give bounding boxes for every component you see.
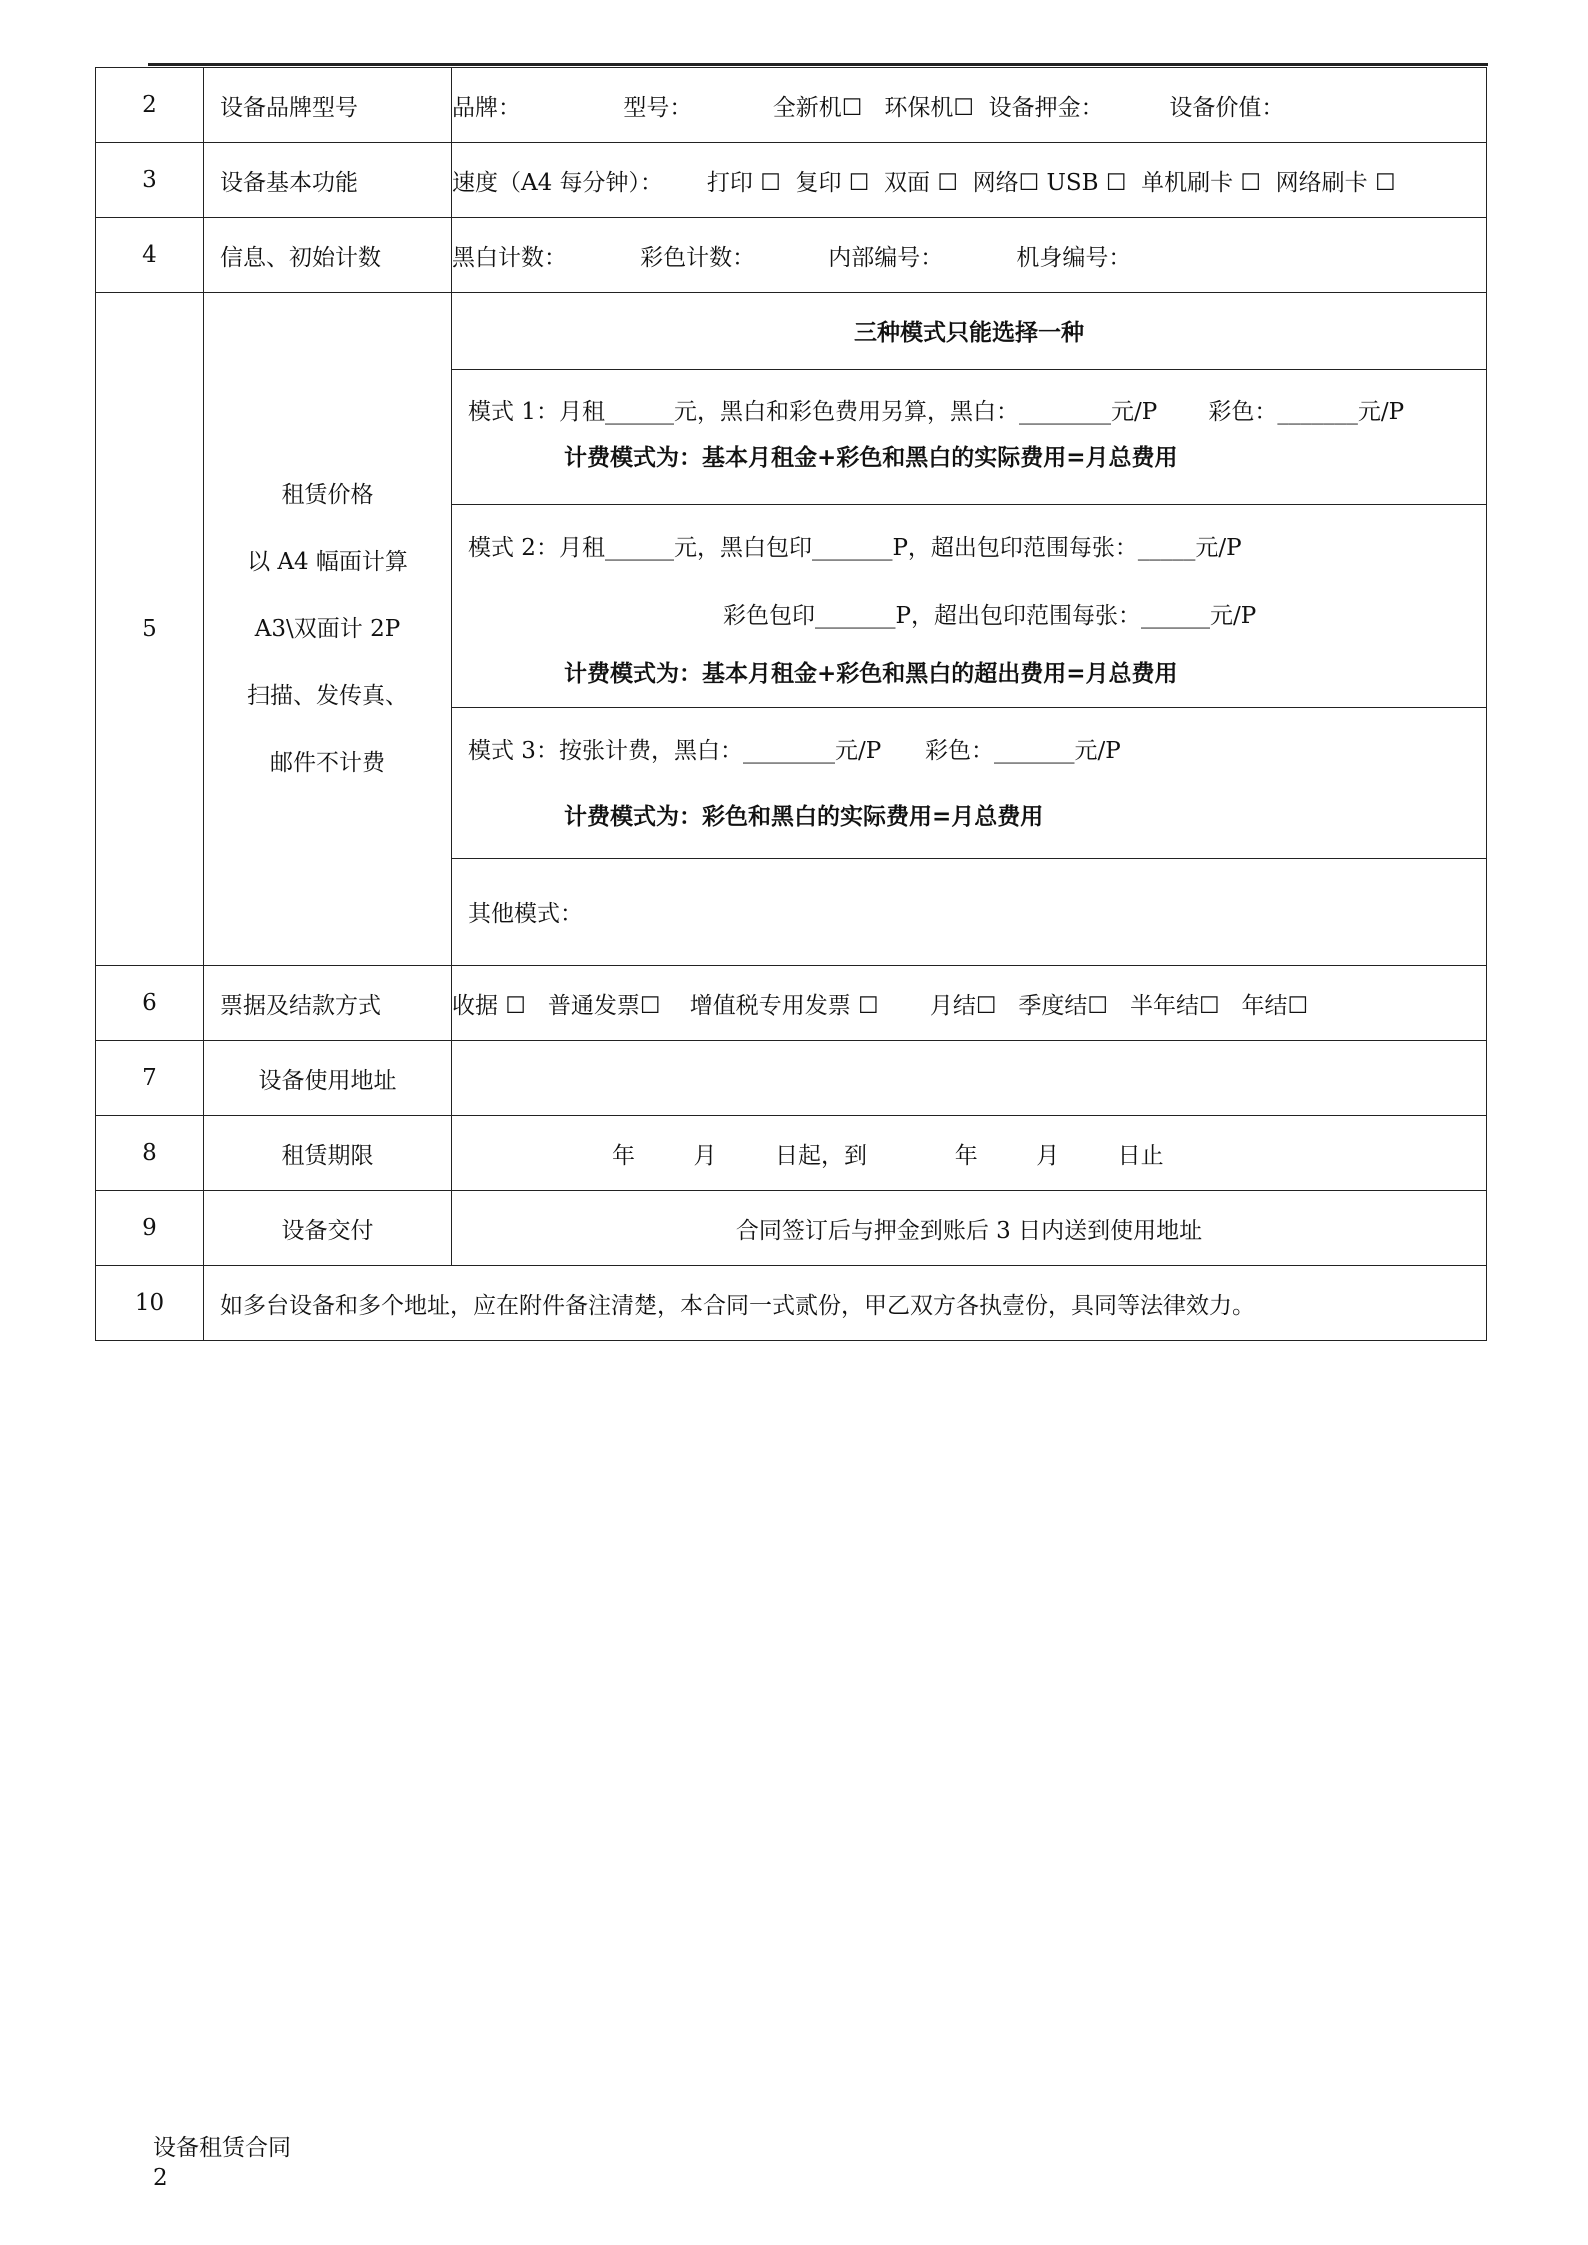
table-row-functions [96, 143, 1487, 218]
lease-term-content [452, 1116, 1487, 1191]
pricing-modes-table [452, 293, 1486, 964]
other-mode-label: 其他模式： [468, 900, 583, 927]
brand-model-text: 品牌： 型号： 全新机☐ 环保机☐ 设备押金： 设备价值： [452, 94, 1285, 121]
row-label: 设备基本功能 [204, 143, 452, 218]
pricing-modes [452, 293, 1487, 966]
row-number: 10 [96, 1266, 204, 1341]
rental-price-label [204, 293, 452, 966]
table-row-billing [96, 966, 1487, 1041]
mode2-line1: 模式 2：月租______元，黑白包印_______P，超出包印范围每张：_____元/P [468, 534, 1242, 561]
row-label: 票据及结款方式 [204, 966, 452, 1041]
mode1-row [452, 369, 1486, 504]
table-row-address [96, 1041, 1487, 1116]
row-number: 2 [96, 68, 204, 143]
row-number: 6 [96, 966, 204, 1041]
mode2-line2: 彩色包印_______P，超出包印范围每张：______元/P [723, 602, 1257, 629]
footer-title: 设备租赁合同 [153, 2135, 291, 2161]
choose-one-note: 三种模式只能选择一种 [452, 293, 1486, 369]
mode1-formula: 计费模式为：基本月租金+彩色和黑白的实际费用=月总费用 [564, 443, 1178, 471]
row-number: 9 [96, 1191, 204, 1266]
delivery-content: 合同签订后与押金到账后 3 日内送到使用地址 [452, 1191, 1487, 1266]
choose-one-row [452, 293, 1486, 369]
table-row-delivery [96, 1191, 1487, 1266]
header-rule [148, 63, 1488, 66]
brand-model-content [452, 68, 1487, 143]
table-row-lease-term [96, 1116, 1487, 1191]
table-row-counters [96, 218, 1487, 293]
table-row-rental-price [96, 293, 1487, 966]
mode1-line: 模式 1：月租______元，黑白和彩色费用另算，黑白：________元/P 彩色：_______元/P [468, 398, 1405, 425]
label-line: 扫描、发传真、 [247, 682, 408, 709]
mode2-formula: 计费模式为：基本月租金+彩色和黑白的超出费用=月总费用 [564, 659, 1178, 687]
row-number: 4 [96, 218, 204, 293]
billing-content [452, 966, 1487, 1041]
functions-content [452, 143, 1487, 218]
page-number: 2 [153, 2165, 168, 2191]
lease-term-text: 年 月 日起，到 年 月 日止 [612, 1142, 1164, 1169]
row-label: 信息、初始计数 [204, 218, 452, 293]
mode3-row [452, 707, 1486, 858]
row-label: 设备品牌型号 [204, 68, 452, 143]
row-number: 3 [96, 143, 204, 218]
row-number: 5 [96, 293, 204, 966]
label-line: 租赁价格 [281, 481, 374, 508]
label-line: 邮件不计费 [270, 749, 385, 776]
address-content [452, 1041, 1487, 1116]
other-mode-row [452, 858, 1486, 964]
functions-text: 速度（A4 每分钟）： 打印 ☐ 复印 ☐ 双面 ☐ 网络☐ USB ☐ 单机刷卡 ☐ 网络刷卡 ☐ [452, 169, 1396, 196]
row-label: 租赁期限 [204, 1116, 452, 1191]
row-label: 设备交付 [204, 1191, 452, 1266]
mode2-cell [452, 504, 1486, 707]
table-row-note [96, 1266, 1487, 1341]
counters-content [452, 218, 1487, 293]
label-line: A3\双面计 2P [254, 615, 401, 642]
mode3-formula: 计费模式为：彩色和黑白的实际费用=月总费用 [564, 802, 1044, 830]
mode2-row [452, 504, 1486, 707]
lease-form-table [95, 67, 1487, 1341]
row-number: 7 [96, 1041, 204, 1116]
mode3-cell [452, 707, 1486, 858]
row-label: 设备使用地址 [204, 1041, 452, 1116]
table-row-brand-model [96, 68, 1487, 143]
mode1-cell [452, 369, 1486, 504]
label-line: 以 A4 幅面计算 [247, 548, 408, 575]
billing-text: 收据 ☐ 普通发票☐ 增值税专用发票 ☐ 月结☐ 季度结☐ 半年结☐ 年结☐ [452, 992, 1309, 1019]
mode3-line: 模式 3：按张计费，黑白：________元/P 彩色：_______元/P [468, 737, 1121, 764]
page-footer [153, 2133, 291, 2193]
row-number: 8 [96, 1116, 204, 1191]
note-content: 如多台设备和多个地址，应在附件备注清楚，本合同一式贰份，甲乙双方各执壹份，具同等法律效力。 [204, 1266, 1487, 1341]
counters-text: 黑白计数： 彩色计数： 内部编号： 机身编号： [452, 244, 1132, 271]
